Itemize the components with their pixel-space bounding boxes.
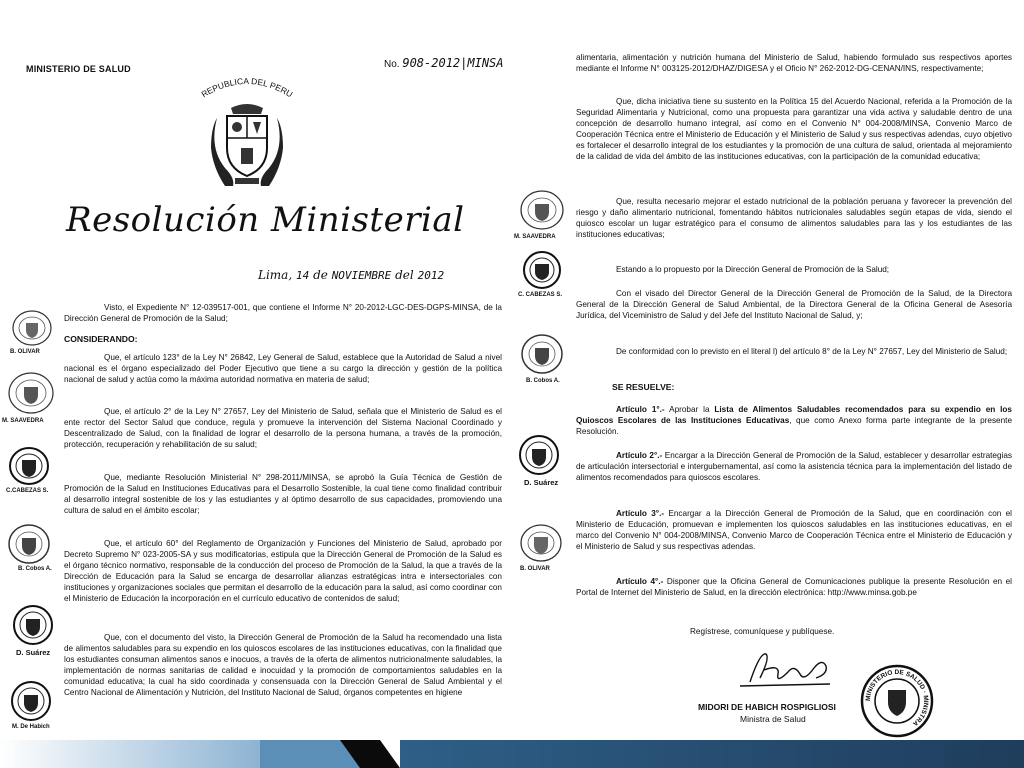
considerando-heading: CONSIDERANDO: (64, 334, 138, 344)
footer-stripe-light (0, 740, 260, 768)
ministry-official-seal-icon (860, 664, 934, 738)
resolution-handwritten-number: 908-2012|MINSA (402, 56, 504, 70)
continuation-paragraph: alimentaria, alimentación y nutrición humana del Ministerio de Salud, habiendo formulado sus respectivos aportes mediante el Informe N° 003125-2012/DHAZ/DIGESA y el Oficio N° 262-2012-DG-CENAN/INS, respectivamente; (576, 53, 1012, 74)
date-year: 2012 (417, 269, 445, 282)
visa-seal-icon (518, 434, 560, 476)
considerando-paragraph-4: Que, el artículo 60° del Reglamento de Organización y Funciones del Ministerio de Salud, aprobado por Decreto Supremo N° 023-2005-SA y sus modificatorias, estipula que la Dirección General de Promoción de la Salud es el órgano técnico normativo, responsable de la conducción del proceso de Promoción de la Salud, la que a través de la Dirección de Educación para la Salud se encarga de desarrollar alianzas estratégicas intra e intersectoriales con instituciones y organizaciones sociales que permitan el desarrollo de la educación para la salud, así como coordinar con el Ministerio de Educación la incorporación en el currículo educativo de contenidos de salud; (64, 539, 502, 604)
considerando-paragraph-6: Que, dicha iniciativa tiene su sustento en la Política 15 del Acuerdo Nacional, referida a la Promoción de la Seguridad Alimentaria y Nutricional, como una propuesta para garantizar una vida activa y saludable dentro de una concepción de desarrollo humano integral, así como en el Convenio N° 004-2008/MINSA, Convenio Marco de Cooperación Técnica entre el Ministerio de Educación y el Ministerio de Salud y sus respectivas adendas, cuyo objetivo es fortalecer el desarrollo integral de los estudiantes y la promoción de una cultura de salud, orientada al mejoramiento de la calidad de vida del ámbito de las instituciones educativas, con la participación de la comunidad educativa; (576, 97, 1012, 162)
right-seal-label-3: B. Cobos A. (526, 378, 560, 384)
article-1-post: , que como Anexo forma parte integrante de la presente Resolución. (576, 416, 1012, 437)
date-day: 14 (295, 269, 310, 282)
seal-label-6: M. De Habich (12, 724, 50, 730)
resolution-prefix: No. (384, 59, 400, 70)
resolution-number (384, 56, 504, 70)
considerando-paragraph-10: De conformidad con lo previsto en el literal l) del artículo 8° de la Ley N° 27657, Ley del Ministerio de Salud; (616, 347, 1008, 356)
se-resuelve-heading: SE RESUELVE: (612, 382, 675, 392)
seal-label-1: B. OLIVAR (10, 349, 40, 355)
date-line (258, 268, 444, 282)
footer-stripe-dark (400, 740, 1024, 768)
visto-paragraph: Visto, el Expediente N° 12-039517-001, que contiene el Informe N° 20-2012-LGC-DES-DGPS-MINSA, de la Dirección General de Promoción de la Salud; (64, 303, 502, 324)
closing-formula: Regístrese, comuníquese y publíquese. (690, 627, 835, 636)
right-page (512, 0, 1024, 740)
article-4 (576, 576, 1012, 598)
considerando-paragraph-1: Que, el artículo 123° de la Ley N° 26842, Ley General de Salud, establece que la Autoridad de Salud a nivel nacional es el órgano especializado del Poder Ejecutivo que tiene a su cargo la dirección y gestión de la política nacional de salud y actúa como la máxima autoridad normativa en materia de salud; (64, 353, 502, 385)
seal-label-3: C.CABEZAS S. (6, 488, 49, 494)
date-de: de (313, 268, 328, 282)
signatory-name: MIDORI DE HABICH ROSPIGLIOSI (698, 702, 836, 712)
seal-label-2: M. SAAVEDRA (2, 418, 44, 424)
date-month: NOVIEMBRE (331, 269, 392, 282)
visa-seal-icon (10, 308, 54, 348)
left-page (0, 0, 512, 740)
visa-seal-icon (518, 522, 564, 564)
svg-text:REPUBLICA DEL PERU (200, 76, 295, 99)
article-2-label: Artículo 2°.- (616, 451, 663, 460)
considerando-paragraph-2: Que, el artículo 2° de la Ley N° 27657, Ley del Ministerio de Salud, señala que el Ministerio de Salud es el ente rector del Sector Salud que conduce, regula y promueve la intervención del Sistema Nacional Coordinado y Descentralizado de Salud, con la finalidad de lograr el desarrollo de la persona humana, a través de la promoción, protección, recuperación y rehabilitación de su salud; (64, 407, 502, 450)
visa-seal-icon (520, 332, 564, 376)
article-2-text: Encargar a la Dirección General de Promoción de la Salud, establecer y desarrollar estrategias de articulación intersectorial e intergubernamental, así como la asistencia técnica para la implementación del listado de alimentos recomendados para quioscos escolares. (576, 451, 1012, 483)
right-seal-label-5: B. OLIVAR (520, 566, 550, 572)
right-seal-label-4: D. Suárez (524, 478, 559, 487)
footer-decorative-bar (0, 740, 1024, 768)
article-1-label: Artículo 1°.- (616, 405, 665, 414)
considerando-paragraph-7: Que, resulta necesario mejorar el estado nutricional de la población peruana y favorecer la prevención del riesgo y daño alimentario nutricional, fomentando hábitos nutricionales saludables según etapas de vida, siendo el quiosco escolar un lugar estratégico para el consumo de alimentos saludables para las y los estudiantes de las instituciones educativas; (576, 197, 1012, 240)
article-4-text: Disponer que la Oficina General de Comunicaciones publique la presente Resolución en el Portal de Internet del Ministerio de Salud, en la dirección electrónica: http://www.minsa.gob.pe (576, 577, 1012, 598)
signatory-title: Ministra de Salud (740, 714, 806, 724)
considerando-paragraph-5: Que, con el documento del visto, la Dirección General de Promoción de la Salud ha recomendado una lista de alimentos saludables para su expendio en los quioscos escolares de las instituciones educativas, con la finalidad que los estudiantes consuman alimentos sanos e inocuos, a través de la oferta de alimentos nutricionalmente saludables, la implementación de normas sanitarias de calidad e inocuidad y la promoción de comportamientos saludables en la comunidad educativa; la cual ha sido coordinada y consensuada con la Dirección General de Salud Ambiental y el Centro Nacional de Alimentación y Nutrición, del Instituto Nacional de Salud, órganos competentes en higiene (64, 633, 502, 698)
article-1 (576, 404, 1012, 437)
article-3 (576, 508, 1012, 552)
article-1-pre: Aprobar la (669, 405, 710, 414)
article-4-label: Artículo 4°.- (616, 577, 664, 586)
visa-seal-icon (10, 680, 52, 722)
republica-text: REPUBLICA DEL PERU (199, 75, 295, 100)
visa-seal-icon (6, 522, 52, 566)
big-seal-text: MINISTERIO DE SALUD · MINISTRA (864, 668, 930, 728)
visa-seal-icon (518, 188, 566, 232)
article-3-text: Encargar a la Dirección General de Promoción de la Salud, que en coordinación con el Ministerio de Educación, promuevan e implementen los quioscos saludables en las instituciones educativas, en el marco del Convenio N° 004-2008/MINSA, Convenio Marco de Cooperación Técnica entre el Ministerio de Educación y el Ministerio de Salud y sus respectivas adendas. (576, 509, 1013, 552)
right-seal-label-1: M. SAAVEDRA (514, 234, 556, 240)
date-del: del (395, 268, 414, 282)
article-2 (576, 450, 1012, 483)
article-1-bold: Lista de Alimentos Saludables recomendados para su expendio en los Quioscos Escolares de las Instituciones Educativas (576, 405, 1012, 426)
date-prefix: Lima, (258, 268, 293, 282)
article-3-label: Artículo 3°.- (616, 509, 665, 518)
considerando-paragraph-9: Con el visado del Director General de la Dirección General de Promoción de la Salud, de la Directora General de la Dirección General de Salud Ambiental, de la Directora General de la Oficina General de Asesoría Jurídica, del Viceministro de Salud y del Jefe del Instituto Nacional de Salud, y; (576, 289, 1012, 321)
ministry-header: MINISTERIO DE SALUD (26, 64, 131, 74)
right-seal-label-2: C. CABEZAS S. (518, 292, 563, 298)
seal-label-5: D. Suárez (16, 648, 51, 657)
handwritten-signature-icon (730, 644, 840, 694)
visa-seal-icon (6, 370, 56, 416)
seal-label-4: B. Cobos A. (18, 566, 52, 572)
national-coat-of-arms-icon (205, 98, 289, 188)
considerando-paragraph-3: Que, mediante Resolución Ministerial N° 298-2011/MINSA, se aprobó la Guía Técnica de Gestión de Promoción de la Salud en Instituciones Educativas para el Desarrollo Sostenible, la cual tiene como finalidad contribuir al desarrollo integral sostenible de los y las estudiantes y al óptimo desarrollo de sus capacidades, promoviendo una cultura de salud en el ámbito escolar; (64, 473, 502, 516)
visa-seal-icon (8, 446, 50, 486)
visa-seal-icon (12, 604, 54, 646)
considerando-paragraph-8: Estando a lo propuesto por la Dirección General de Promoción de la Salud; (616, 265, 890, 274)
visa-seal-icon (522, 250, 562, 290)
document-title: Resolución Ministerial (66, 200, 465, 240)
